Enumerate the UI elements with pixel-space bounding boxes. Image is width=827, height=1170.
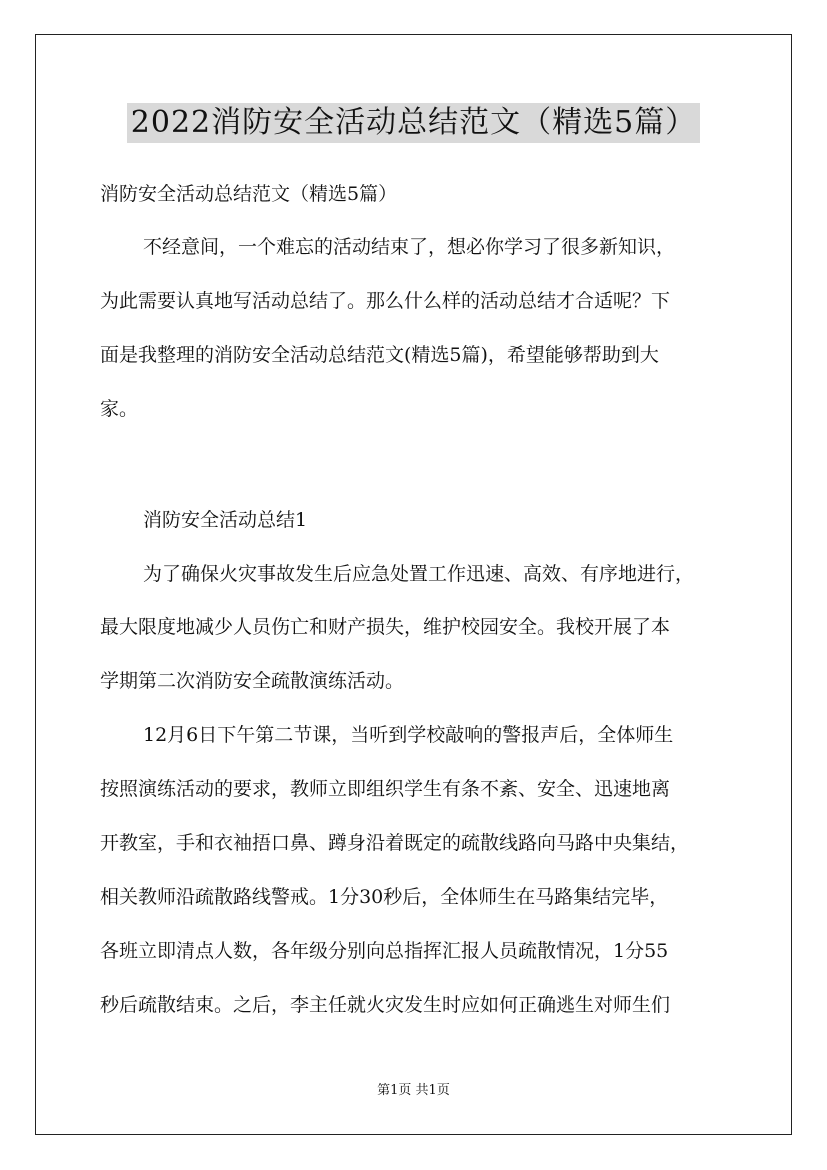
paragraph-line: 为了确保火灾事故发生后应急处置工作迅速、高效、有序地进行， [143,563,695,585]
document-subtitle: 消防安全活动总结范文（精选5篇） [100,183,398,205]
paragraph-line: 为此需要认真地写活动总结了。那么什么样的活动总结才合适呢？下 [100,290,671,312]
paragraph-line: 开教室，手和衣袖捂口鼻、蹲身沿着既定的疏散线路向马路中央集结， [100,832,690,854]
paragraph-line: 学期第二次消防安全疏散演练活动。 [100,670,405,692]
document-title-block [0,103,827,143]
paragraph-line: 最大限度地减少人员伤亡和财产损失，维护校园安全。我校开展了本 [100,616,671,638]
paragraph-line: 家。 [100,398,139,420]
paragraph-line: 12月6日下午第二节课，当听到学校敲响的警报声后，全体师生 [143,724,674,746]
document-title: 2022消防安全活动总结范文（精选5篇） [127,103,700,143]
paragraph-line: 面是我整理的消防安全活动总结范文(精选5篇)，希望能够帮助到大 [100,344,659,366]
paragraph-line: 不经意间，一个难忘的活动结束了，想必你学习了很多新知识， [143,236,676,258]
paragraph-line: 按照演练活动的要求，教师立即组织学生有条不紊、安全、迅速地离 [100,778,671,800]
paragraph-line: 相关教师沿疏散路线警戒。1分30秒后，全体师生在马路集结完毕， [100,886,669,908]
paragraph-line: 各班立即清点人数，各年级分别向总指挥汇报人员疏散情况，1分55 [100,940,669,962]
page-footer: 第1页 共1页 [377,1083,450,1098]
paragraph-line: 秒后疏散结束。之后，李主任就火灾发生时应如何正确逃生对师生们 [100,994,671,1016]
section-heading: 消防安全活动总结1 [143,509,308,531]
